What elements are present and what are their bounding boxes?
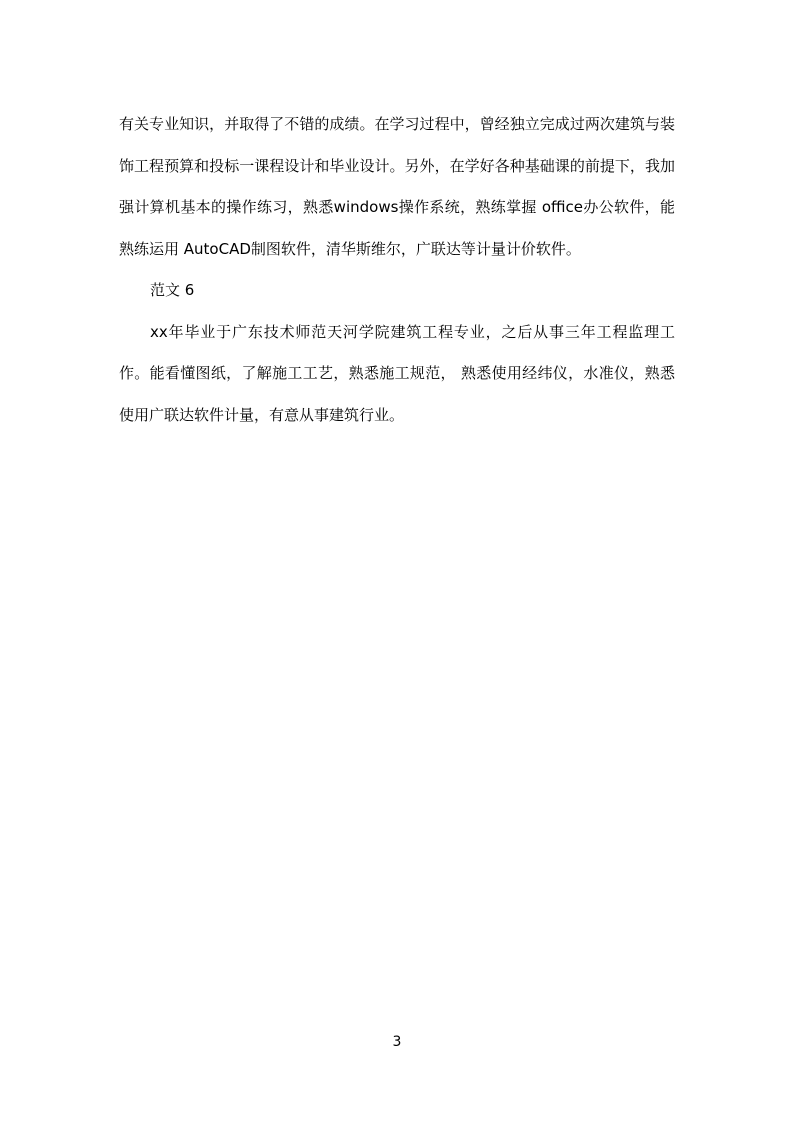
- document-body: [119, 104, 675, 436]
- section-heading-sample-6: 范文 6: [150, 281, 195, 299]
- page-number: 3: [392, 1034, 402, 1050]
- paragraph-sample-6: xx年毕业于广东技术师范天河学院建筑工程专业，之后从事三年工程监理工作。能看懂图纸，了解施工工艺，熟悉施工规范， 熟悉使用经纬仪，水准仪，熟悉使用广联达软件计量，有意从事建筑行业。: [119, 322, 675, 424]
- paragraph-continuation: 有关专业知识，并取得了不错的成绩。在学习过程中，曾经独立完成过两次建筑与装饰工程预算和投标一课程设计和毕业设计。另外，在学好各种基础课的前提下，我加强计算机基本的操作练习，熟悉windows操作系统，熟练掌握 office办公软件，能熟练运用 AutoCAD制图软件，清华斯维尔，广联达等计量计价软件。: [119, 115, 675, 258]
